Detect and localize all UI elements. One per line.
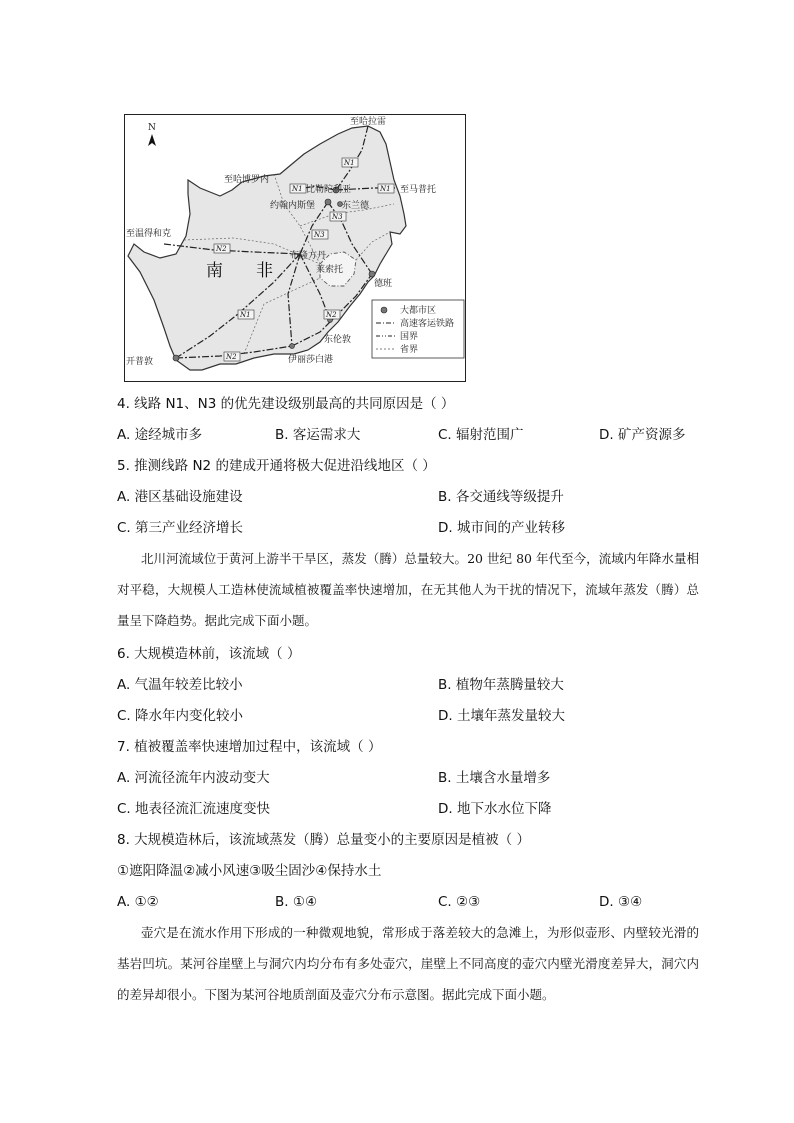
legend-metro: 大都市区 <box>400 306 437 316</box>
question-5-stem: 5. 推测线路 N2 的建成开通将极大促进沿线地区（ ） <box>117 458 436 474</box>
question-4-stem: 4. 线路 N1、N3 的优先建设级别最高的共同原因是（ ） <box>117 396 455 412</box>
passage-beichuan-river <box>117 543 699 636</box>
q5-option-c: C. 第三产业经济增长 <box>117 520 244 536</box>
route-tag: N1 <box>292 185 303 193</box>
q4-option-c: C. 辐射范围广 <box>438 427 524 443</box>
q6-option-a: A. 气温年较差比较小 <box>117 677 243 693</box>
passage-1-text: 北川河流域位于黄河上游半干旱区，蒸发（腾）总量较大。20 世纪 80 年代至今，流域内年降水量相对平稳，大规模人工造林使流域植被覆盖率快速增加，在无其他人为干扰的情况下，流域年蒸发（腾）总量呈下降趋势。据此完成下面小题。 <box>117 551 699 628</box>
q6-option-d: D. 土壤年蒸发量较大 <box>438 708 565 724</box>
q6-option-b: B. 植物年蒸腾量较大 <box>438 677 564 693</box>
q8-option-b: B. ①④ <box>275 894 318 910</box>
label-east-rand: 东兰德 <box>342 201 370 211</box>
label-cape-town: 开普敦 <box>126 357 154 367</box>
label-bloemfontein: 布隆方丹 <box>290 251 327 261</box>
cape-town-dot <box>173 355 179 361</box>
south-africa-rail-map <box>124 114 466 382</box>
q6-option-c: C. 降水年内变化较小 <box>117 708 244 724</box>
question-6-stem: 6. 大规模造林前，该流域（ ） <box>117 646 301 662</box>
north-label: N <box>148 123 156 133</box>
q4-option-a: A. 途经城市多 <box>117 427 203 443</box>
route-tag: N2 <box>226 353 237 361</box>
legend-national-border: 国界 <box>400 332 419 342</box>
durban-dot <box>369 271 375 277</box>
label-pretoria: 比勒陀利亚 <box>306 185 352 195</box>
map-legend <box>372 300 464 358</box>
legend-rail: 高速客运铁路 <box>400 319 455 329</box>
q7-option-d: D. 地下水水位下降 <box>438 801 552 817</box>
johannesburg-dot <box>325 199 331 205</box>
q7-option-c: C. 地表径流汇流速度变快 <box>117 801 271 817</box>
route-tag: N2 <box>326 311 337 319</box>
label-johannesburg: 约翰内斯堡 <box>270 201 316 211</box>
route-tag: N2 <box>216 245 227 253</box>
passage-2-text: 壶穴是在流水作用下形成的一种微观地貌，常形成于落差较大的急滩上，为形似壶形、内壁较光滑的基岩凹坑。某河谷崖壁上与洞穴内均分布有多处壶穴，崖壁上不同高度的壶穴内壁光滑度差异大，洞穴内的差异却很小。下图为某河谷地质剖面及壶穴分布示意图。据此完成下面小题。 <box>117 925 699 1002</box>
label-to-windhoek: 至温得和克 <box>126 229 172 239</box>
map-svg <box>124 114 466 382</box>
route-tag: N1 <box>344 159 355 167</box>
route-tag: N3 <box>314 231 325 239</box>
q5-option-d: D. 城市间的产业转移 <box>438 520 565 536</box>
label-to-harare: 至哈拉雷 <box>350 117 387 127</box>
q4-option-b: B. 客运需求大 <box>275 427 361 443</box>
question-7-stem: 7. 植被覆盖率快速增加过程中，该流域（ ） <box>117 739 382 755</box>
q7-option-b: B. 土壤含水量增多 <box>438 770 551 786</box>
label-country-1: 南 <box>206 261 223 281</box>
label-country-2: 非 <box>256 261 273 281</box>
label-port-elizabeth: 伊丽莎白港 <box>288 355 334 365</box>
q8-option-a: A. ①② <box>117 894 159 910</box>
route-tag: N1 <box>240 311 251 319</box>
legend-province-border: 省界 <box>400 345 419 355</box>
q8-option-c: C. ②③ <box>438 894 481 910</box>
q5-option-b: B. 各交通线等级提升 <box>438 489 564 505</box>
label-east-london: 东伦敦 <box>324 335 352 345</box>
label-to-maputo: 至马普托 <box>400 185 437 195</box>
q7-option-a: A. 河流径流年内波动变大 <box>117 770 270 786</box>
label-lesotho: 莱索托 <box>316 265 344 275</box>
q5-option-a: A. 港区基础设施建设 <box>117 489 243 505</box>
route-tag: N3 <box>332 213 343 221</box>
port-elizabeth-dot <box>290 344 295 349</box>
label-to-gaborone: 至哈博罗内 <box>224 175 270 185</box>
q8-option-d: D. ③④ <box>599 894 643 910</box>
question-8-stem: 8. 大规模造林后，该流域蒸发（腾）总量变小的主要原因是植被（ ） <box>117 832 530 848</box>
label-durban: 德班 <box>374 279 393 289</box>
passage-pothole <box>117 917 699 1010</box>
q4-option-d: D. 矿产资源多 <box>599 427 686 443</box>
route-tag: N1 <box>380 185 391 193</box>
q8-statements: ①遮阳降温②减小风速③吸尘固沙④保持水土 <box>117 863 382 879</box>
